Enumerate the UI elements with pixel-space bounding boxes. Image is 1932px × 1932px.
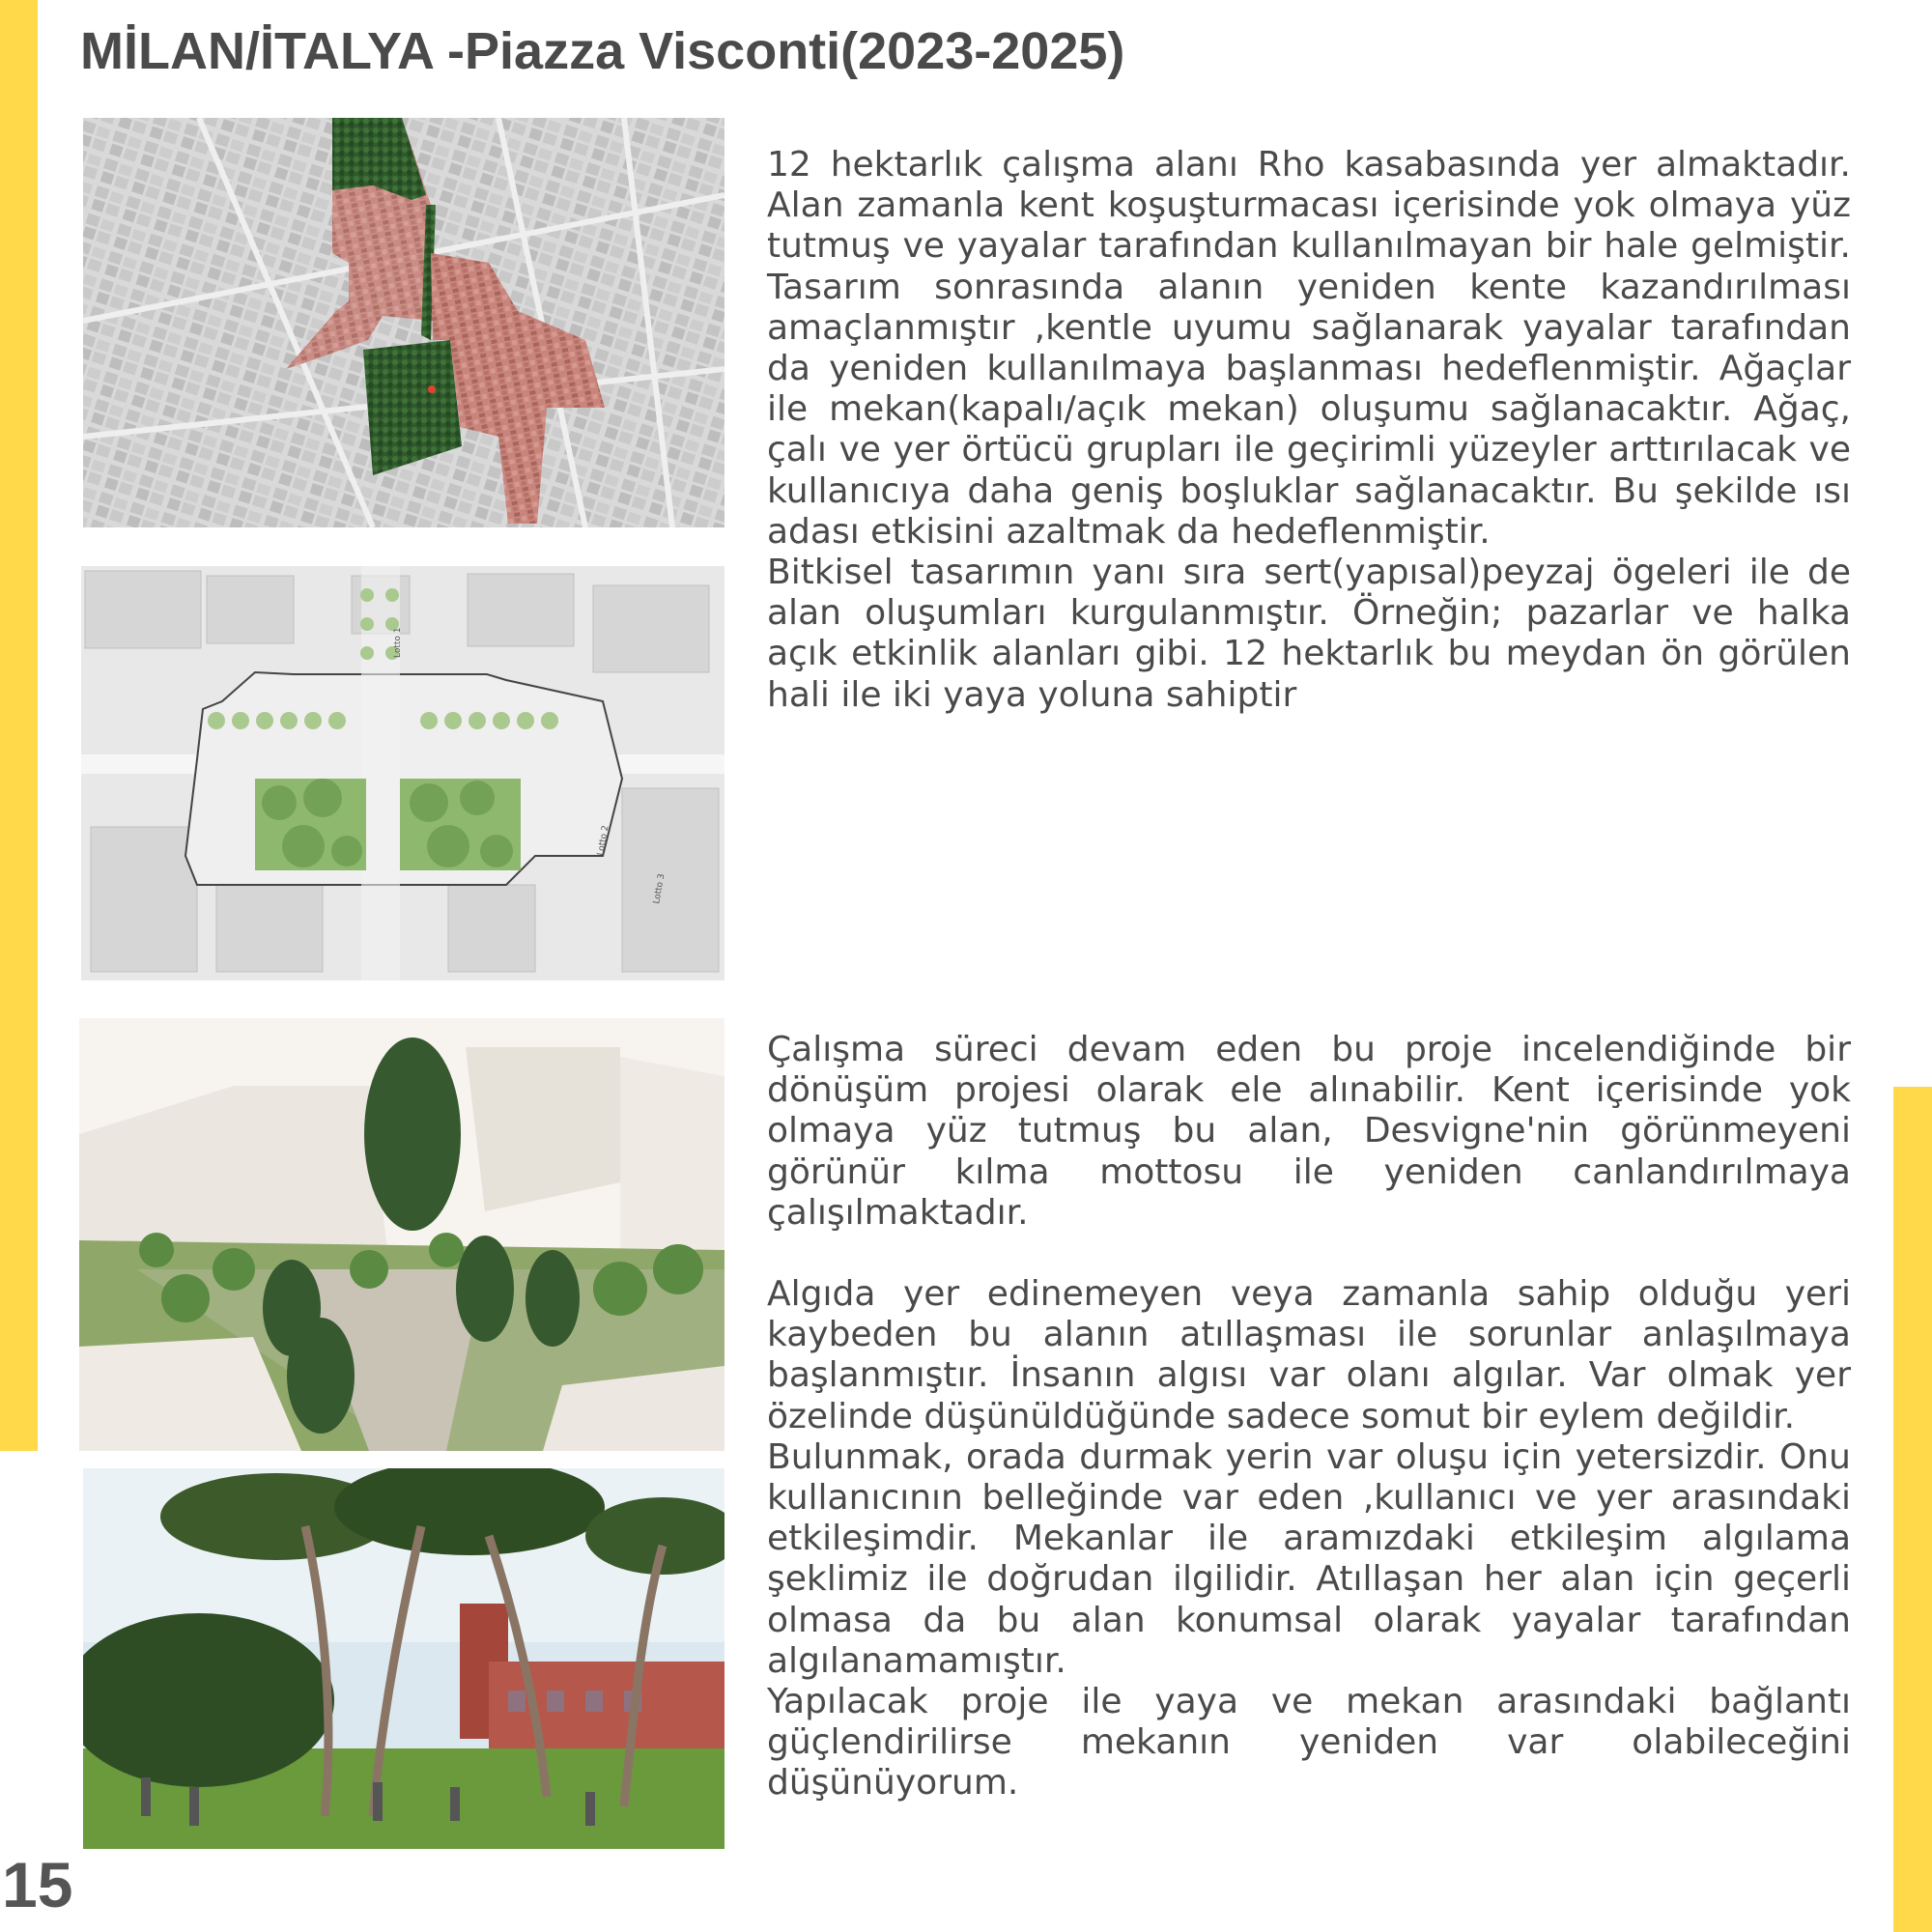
paragraph: Çalışma süreci devam eden bu proje incelendiğinde bir dönüşüm projesi olarak ele alınabilir. Kent içerisinde yok olmaya yüz tutmuş bu alan, Desvigne'nin görünmeyeni görünür kılma mottosu ile yeniden canlandırılmaya çalışılmaktadır. [767, 1030, 1851, 1233]
page-title: MİLAN/İTALYA -Piazza Visconti(2023-2025) [80, 22, 1125, 80]
paragraph: 12 hektarlık çalışma alanı Rho kasabasında yer almaktadır. Alan zamanla kent koşuşturmacası içerisinde yok olmaya yüz tutmuş ve yayalar tarafından kullanılmayan bir hale gelmiştir. Tasarım sonrasında alanın yeniden kente kazandırılması amaçlanmıştır ,kentle uyumu sağlanarak yayalar tarafından da yeniden kullanılmaya başlanması hedeflenmiştir. Ağaçlar ile mekan(kapalı/açık mekan) oluşumu sağlanacaktır. Ağaç, çalı ve yer örtücü grupları ile geçirimli yüzeyler arttırılacak ve kullanıcıya daha geniş boşluklar sağlanacaktır. Bu şekilde ısı adası etkisini azaltmak da hedeflenmiştir. [767, 145, 1851, 552]
page-number: 15 [2, 1849, 73, 1920]
accent-bar-left [0, 0, 38, 1451]
description-section-2 [767, 1030, 1851, 1804]
paragraph: Algıda yer edinemeyen veya zamanla sahip olduğu yeri kaybeden bu alanın atıllaşması ile sorunlar anlaşılmaya başlanmıştır. İnsanın algısı var olanı algılar. Var olmak yer özelinde düşünüldüğünde sadece somut bir eylem değildir. [767, 1274, 1851, 1436]
description-section-1 [767, 145, 1851, 716]
park-photo-image [83, 1468, 724, 1849]
plan-label-lotto-2: Lotto 2 [596, 824, 611, 857]
plan-label-lotto-1: Lotto 1 [393, 627, 403, 658]
plan-label-lotto-3: Lotto 3 [652, 872, 668, 905]
paragraph: Bulunmak, orada durmak yerin var oluşu için yetersizdir. Onu kullanıcının belleğinde var eden ,kullanıcı ve yer arasındaki etkileşimdir. Mekanlar ile aramızdaki etkileşim algılama şeklimiz ile doğrudan ilgilidir. Atıllaşan her alan için geçerli olmasa da bu alan konumsal olarak yayalar tarafından algılanamamıştır. [767, 1436, 1851, 1681]
accent-bar-right [1893, 1087, 1932, 1932]
project-render-image [79, 1018, 724, 1451]
paragraph: Bitkisel tasarımın yanı sıra sert(yapısal)peyzaj ögeleri ile de alan oluşumları kurgulanmıştır. Örneğin; pazarlar ve halka açık etkinlik alanları gibi. 12 hektarlık bu meydan ön görülen hali ile iki yaya yoluna sahiptir [767, 553, 1851, 715]
paragraph: Yapılacak proje ile yaya ve mekan arasındaki bağlantı güçlendirilirse mekanın yeniden var olabileceğini düşünüyorum. [767, 1682, 1851, 1804]
aerial-site-map [83, 118, 724, 527]
site-plan [81, 566, 724, 980]
